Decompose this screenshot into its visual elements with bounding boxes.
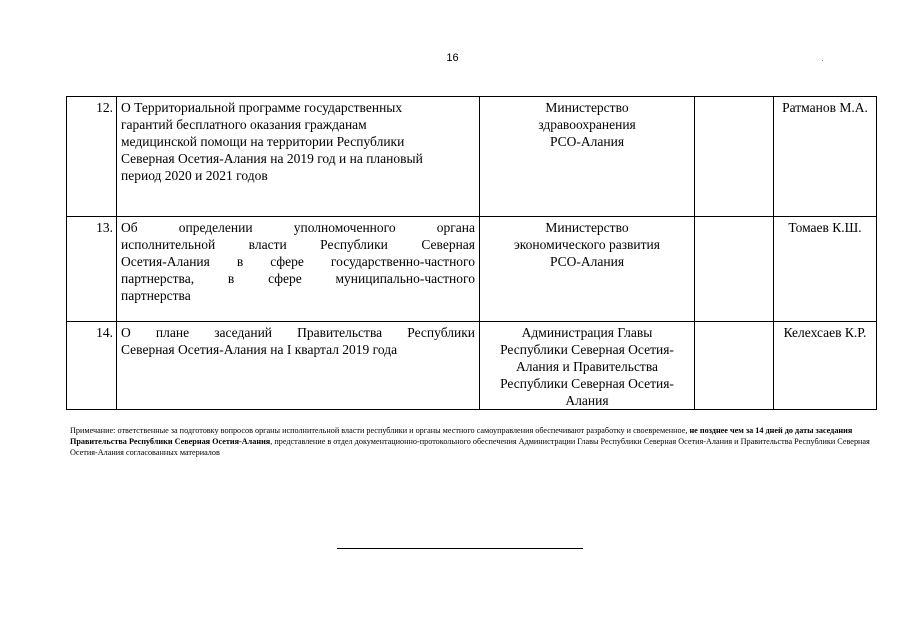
question-line: Об определении уполномоченного органа <box>121 220 475 235</box>
person-cell: Ратманов М.А. <box>774 97 877 217</box>
table-row <box>67 97 877 217</box>
responsible-line: здравоохранения <box>538 117 636 132</box>
row-number: 12. <box>67 97 117 217</box>
question-line: партнерства <box>121 288 191 303</box>
question-line: О Территориальной программе государственных <box>121 100 403 115</box>
empty-cell <box>695 217 774 322</box>
question-line: О плане заседаний Правительства Республики <box>121 325 475 340</box>
responsible-cell <box>480 217 695 322</box>
empty-cell <box>695 97 774 217</box>
scan-speck <box>822 60 823 61</box>
row-number: 14. <box>67 322 117 410</box>
question-line: период 2020 и 2021 годов <box>121 168 268 183</box>
responsible-cell <box>480 97 695 217</box>
responsible-line: экономического развития <box>514 237 660 252</box>
responsible-line: Министерство <box>545 100 629 115</box>
row-number: 13. <box>67 217 117 322</box>
question-cell <box>117 217 480 322</box>
question-line: гарантий бесплатного оказания гражданам <box>121 117 367 132</box>
empty-cell <box>695 322 774 410</box>
table-row <box>67 322 877 410</box>
footnote <box>70 425 876 458</box>
responsible-line: РСО-Алания <box>549 134 625 149</box>
question-cell <box>117 322 480 410</box>
agenda-table <box>66 96 877 410</box>
person-cell: Келехсаев К.Р. <box>774 322 877 410</box>
footnote-text-end: , представление в отдел документационно-протокольного обеспечения Администрации Главы Республики Северная Осетия-Алания и Правительства Республики Северная Осетия-Алания согласованных материалов <box>70 437 870 457</box>
responsible-line: Администрация Главы <box>521 325 653 340</box>
closing-rule <box>337 548 583 549</box>
responsible-cell <box>480 322 695 410</box>
page-number: 16 <box>446 52 459 64</box>
question-line: партнерства, в сфере муниципально-частного <box>121 271 475 286</box>
responsible-line: Алания и Правительства <box>515 359 659 374</box>
responsible-line: РСО-Алания <box>549 254 625 269</box>
question-cell <box>117 97 480 217</box>
footnote-text: Примечание: ответственные за подготовку вопросов органы исполнительной власти республики и органы местного самоуправления обеспечивают разработку и своевременное, <box>70 426 690 435</box>
responsible-line: Алания <box>565 393 609 408</box>
footnote-deadline: не позднее чем за 14 дней до даты заседания Правительства Республики Северная Осетия-Алания <box>70 426 853 446</box>
question-line: медицинской помощи на территории Республики <box>121 134 405 149</box>
question-line: Северная Осетия-Алания на 2019 год и на плановый <box>121 151 423 166</box>
responsible-line: Министерство <box>545 220 629 235</box>
question-line: исполнительной власти Республики Северная <box>121 237 475 252</box>
person-cell: Томаев К.Ш. <box>774 217 877 322</box>
table-row <box>67 217 877 322</box>
responsible-line: Республики Северная Осетия- <box>500 342 674 357</box>
question-line: Северная Осетия-Алания на I квартал 2019 года <box>121 342 398 357</box>
responsible-line: Республики Северная Осетия- <box>500 376 674 391</box>
question-line: Осетия-Алания в сфере государственно-частного <box>121 254 475 269</box>
